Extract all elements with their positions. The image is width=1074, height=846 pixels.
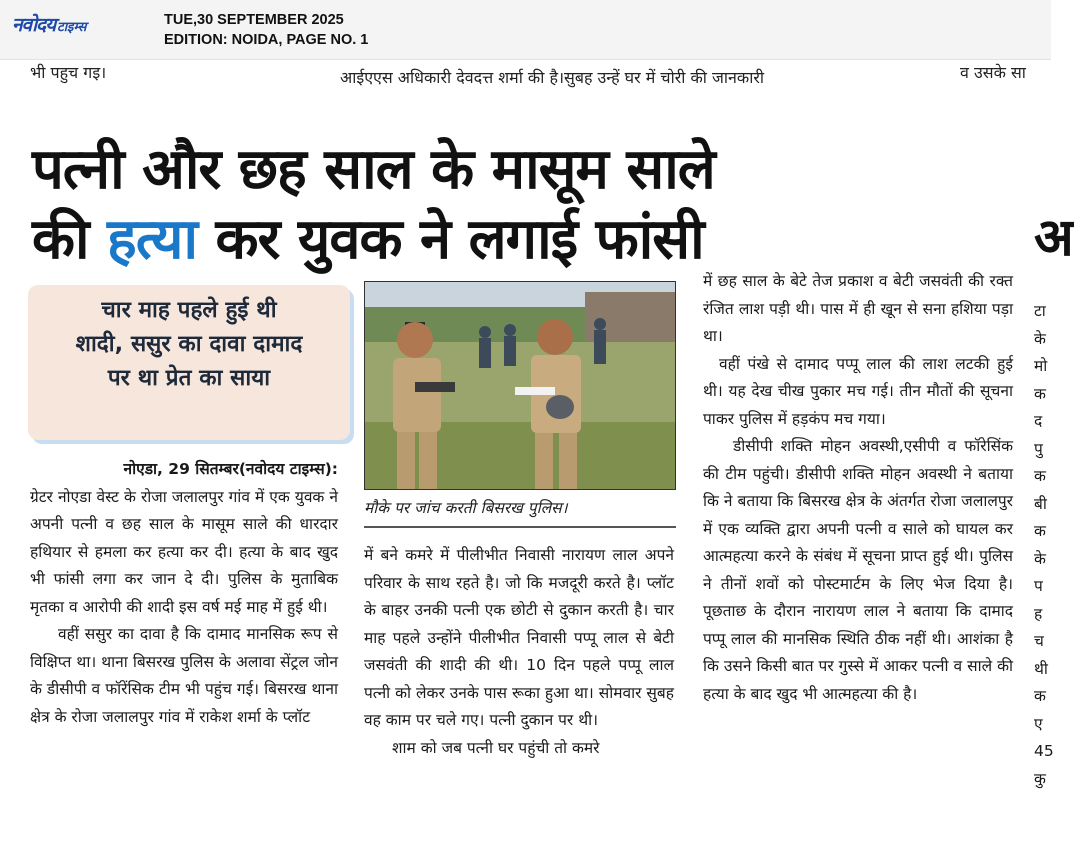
article-column-1 xyxy=(30,456,338,731)
headline-line-1: पत्नी और छह साल के मासूम साले xyxy=(32,137,715,202)
sliver-fragment: क xyxy=(1034,384,1046,403)
subheadline-box xyxy=(28,285,350,440)
sliver-fragment: मो xyxy=(1034,357,1048,375)
sliver-fragment: द xyxy=(1034,412,1043,430)
newspaper-page xyxy=(0,60,1074,846)
article-headline xyxy=(32,135,1022,275)
subhead-line-1: चार माह पहले हुई थी xyxy=(101,297,277,323)
subhead-line-3: पर था प्रेत का साया xyxy=(107,365,271,391)
sliver-fragment: प xyxy=(1034,577,1043,595)
sliver-fragment: कु xyxy=(1034,769,1046,788)
logo-sub: टाइम्स xyxy=(57,20,87,35)
sliver-fragment: च xyxy=(1034,632,1044,650)
sliver-fragment: थी xyxy=(1034,659,1048,678)
column-1-paragraph-1: ग्रेटर नोएडा वेस्ट के रोजा जलालपुर गांव में एक युवक ने अपनी पत्नी व छह साल के मासूम साले की धारदार हथियार से हमला कर हत्या कर दी। हत्या के बाद खुद भी फांसी लगा कर जान दे दी। पुलिस के मुताबिक मृतका व आरोपी की शादी इस वर्ष मई माह में हुई थी। xyxy=(30,487,338,616)
column-3-paragraph-2: वहीं पंखे से दामाद पप्पू लाल की लाश लटकी हुई थी। यह देख चीख पुकार मच गई। तीन मौतों की सूचना पाकर पुलिस में हड़कंप मच गया। xyxy=(703,354,1013,428)
sliver-fragment: पु xyxy=(1034,439,1043,458)
adjacent-headline-fragment: अ xyxy=(1034,208,1074,268)
sliver-fragment: के xyxy=(1034,549,1046,568)
column-3-paragraph-1: में छह साल के बेटे तेज प्रकाश व बेटी जसवंती की रक्त रंजित लाश पड़ी थी। पास में ही खून से सना हशिया पड़ा था। xyxy=(703,272,1013,345)
subhead-line-2: शादी, ससुर का दावा दामाद xyxy=(75,331,303,357)
sliver-fragment: क xyxy=(1034,522,1046,540)
logo-main: नवोदय xyxy=(12,14,56,36)
edition-page: EDITION: NOIDA, PAGE NO. 1 xyxy=(164,32,369,48)
sliver-fragment: 45 xyxy=(1034,742,1054,760)
sliver-fragment: क xyxy=(1034,687,1046,705)
sliver-fragment: टा xyxy=(1034,302,1046,320)
police-photo-illustration xyxy=(365,282,675,489)
column-3-paragraph-3: डीसीपी शक्ति मोहन अवस्थी,एसीपी व फॉरेसिंक की टीम पहुंची। डीसीपी शक्ति मोहन अवस्थी ने बताया कि ने बताया कि बिसरख क्षेत्र के अंतर्गत रोजा जलालपुर में एक व्यक्ति द्वारा अपनी पत्नी व साले को घायल कर आत्महत्या करने के संबंध में सूचना प्राप्त हुई थी। पुलिस ने तीनों शवों को पोस्टमार्टम के लिए भेज दिया है। पूछताछ के दौरान नारायण लाल ने बताया कि दामाद पप्पू लाल की मानसिक स्थिति ठीक नहीं थी। आशंका है कि उसने किसी बात पर गुस्से में आकर पत्नी व साले की हत्या के बाद खुद भी आत्महत्या की है। xyxy=(703,437,1013,703)
column-2-paragraph-2: शाम को जब पत्नी घर पहुंची तो कमरे xyxy=(392,738,600,757)
sliver-fragment: के xyxy=(1034,329,1046,348)
headline-line-2-pre: की xyxy=(32,207,108,272)
edition-info xyxy=(164,10,368,50)
sliver-fragment: ह xyxy=(1034,604,1043,623)
article-column-2 xyxy=(364,542,674,762)
prev-article-fragment-mid: आईएएस अधिकारी देवदत्त शर्मा की है।सुबह उन्हें घर में चोरी की जानकारी xyxy=(340,68,765,87)
column-1-paragraph-2: वहीं ससुर का दावा है कि दामाद मानसिक रूप से विक्षिप्त था। थाना बिसरख पुलिस के अलावा सेंट्रल जोन के डीसीपी व फॉरेंसिक टीम भी पहुंच गई। बिसरख थाना क्षेत्र के रोजा जलालपुर गांव में राकेश शर्मा के प्लॉट xyxy=(30,625,338,726)
article-photo xyxy=(364,281,676,490)
sliver-fragment: क xyxy=(1034,467,1046,485)
adjacent-article-sliver xyxy=(1034,298,1054,793)
sliver-fragment: बी xyxy=(1034,494,1047,513)
article-column-3 xyxy=(703,268,1013,708)
headline-line-2-post: कर युवक ने लगाई फांसी xyxy=(196,207,704,272)
headline-line-2 xyxy=(32,205,1022,275)
prev-article-fragment-left: भी पहुच गइ। xyxy=(30,63,107,82)
sliver-fragment: ए xyxy=(1034,714,1043,733)
prev-article-fragment-right: व उसके सा xyxy=(960,63,1026,82)
subheadline-text xyxy=(28,285,350,395)
newspaper-logo[interactable] xyxy=(12,11,86,37)
headline-highlight: हत्या xyxy=(107,207,197,272)
masthead-bar xyxy=(0,0,1051,60)
article-dateline: नोएडा, 29 सितम्बर(नवोदय टाइम्स): xyxy=(123,460,338,478)
edition-date: TUE,30 SEPTEMBER 2025 xyxy=(164,12,344,28)
photo-caption: मौके पर जांच करती बिसरख पुलिस। xyxy=(364,496,676,528)
column-2-paragraph-1: में बने कमरे में पीलीभीत निवासी नारायण लाल अपने परिवार के साथ रहते है। जो कि मजदूरी करते है। प्लॉट के बाहर उनकी पत्नी एक छोटी से दुकान करती है। चार माह पहले उन्होंने पीलीभीत निवासी पप्पू लाल से बेटी जसवंती की शादी की थी। 10 दिन पहले पप्पू लाल पत्नी को लेकर उनके पास रूका हुआ था। सोमवार सुबह वह काम पर चले गए। पत्नी दुकान पर थी। xyxy=(364,546,674,729)
